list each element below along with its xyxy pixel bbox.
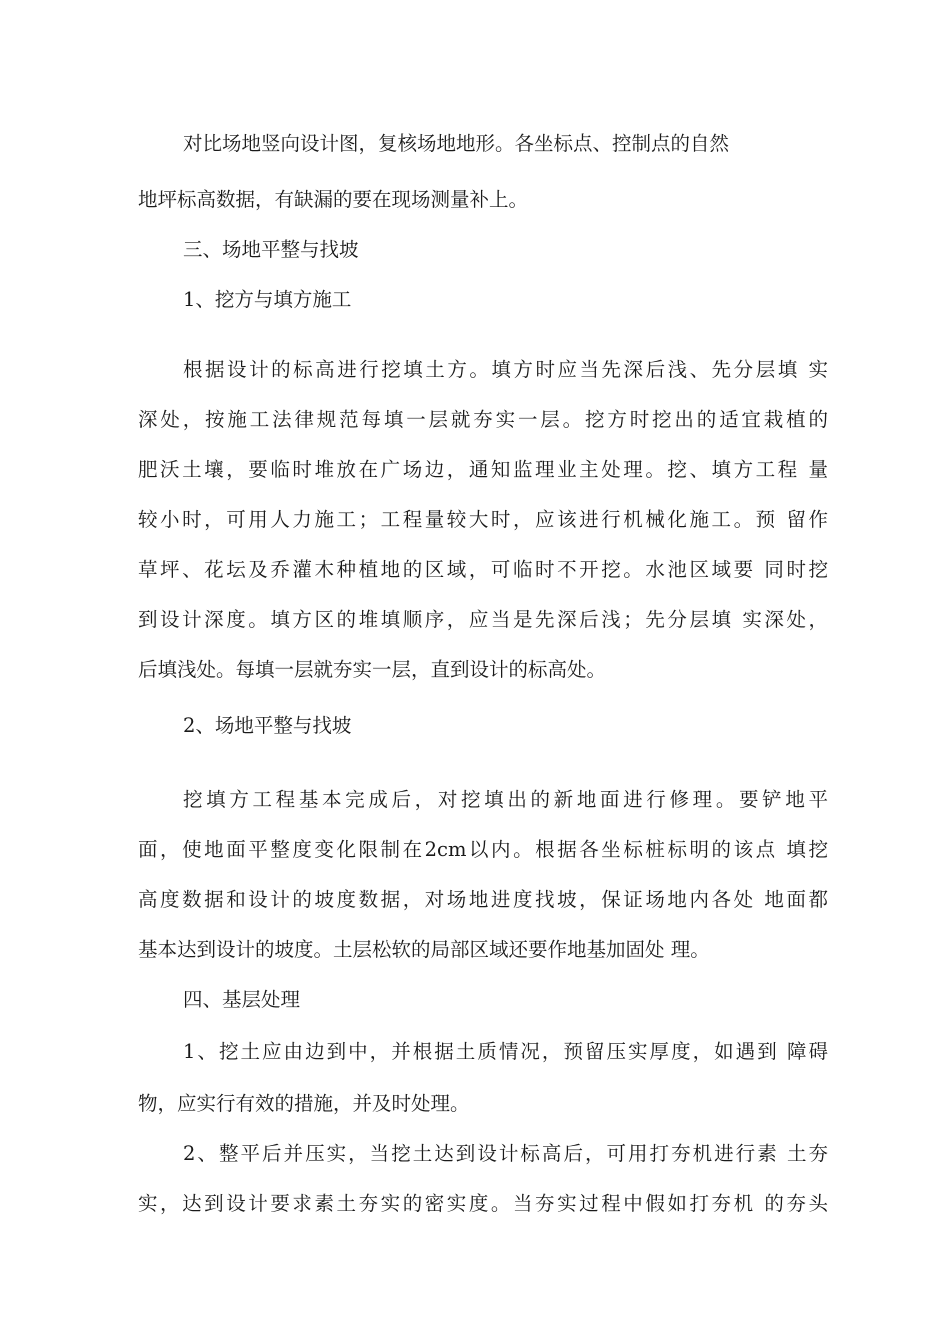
text-line: 地坪标高数据，有缺漏的要在现场测量补上。 [138,188,529,211]
text-line: 1、挖土应由边到中，并根据土质情况，预留压实厚度，如遇到 障碍 [183,1040,828,1063]
text-line: 较小时，可用人力施工；工程量较大时，应该进行机械化施工。预 留作 [138,508,828,531]
text-line: 根据设计的标高进行挖填土方。填方时应当先深后浅、先分层填 实 [183,358,828,381]
text-line: 对比场地竖向设计图，复核场地地形。各坐标点、控制点的自然 [183,132,730,155]
text-line: 深处，按施工法律规范每填一层就夯实一层。挖方时挖出的适宜栽植的 [138,408,828,431]
text-line: 后填浅处。每填一层就夯实一层，直到设计的标高处。 [138,658,607,681]
section-heading: 四、基层处理 [183,988,301,1011]
subsection-heading: 2、场地平整与找坡 [183,714,352,737]
text-line: 高度数据和设计的坡度数据，对场地进度找坡，保证场地内各处 地面都 [138,888,828,911]
subsection-heading: 1、挖方与填方施工 [183,288,352,311]
text-line: 挖填方工程基本完成后，对挖填出的新地面进行修理。要铲地平 [183,788,828,811]
section-heading: 三、场地平整与找坡 [183,238,359,261]
text-line: 草坪、花坛及乔灌木种植地的区域，可临时不开挖。水池区域要 同时挖 [138,558,828,581]
text-line: 到设计深度。填方区的堆填顺序，应当是先深后浅；先分层填 实深处， [138,608,828,631]
text-line: 基本达到设计的坡度。土层松软的局部区域还要作地基加固处 理。 [138,938,710,961]
text-line: 面，使地面平整度变化限制在2cm以内。根据各坐标桩标明的该点 填挖 [138,838,828,861]
text-line: 肥沃土壤，要临时堆放在广场边，通知监理业主处理。挖、填方工程 量 [138,458,828,481]
text-line: 2、整平后并压实，当挖土达到设计标高后，可用打夯机进行素 土夯 [183,1142,828,1165]
text-line: 物，应实行有效的措施，并及时处理。 [138,1092,470,1115]
text-line: 实，达到设计要求素土夯实的密实度。当夯实过程中假如打夯机 的夯头 [138,1192,828,1215]
